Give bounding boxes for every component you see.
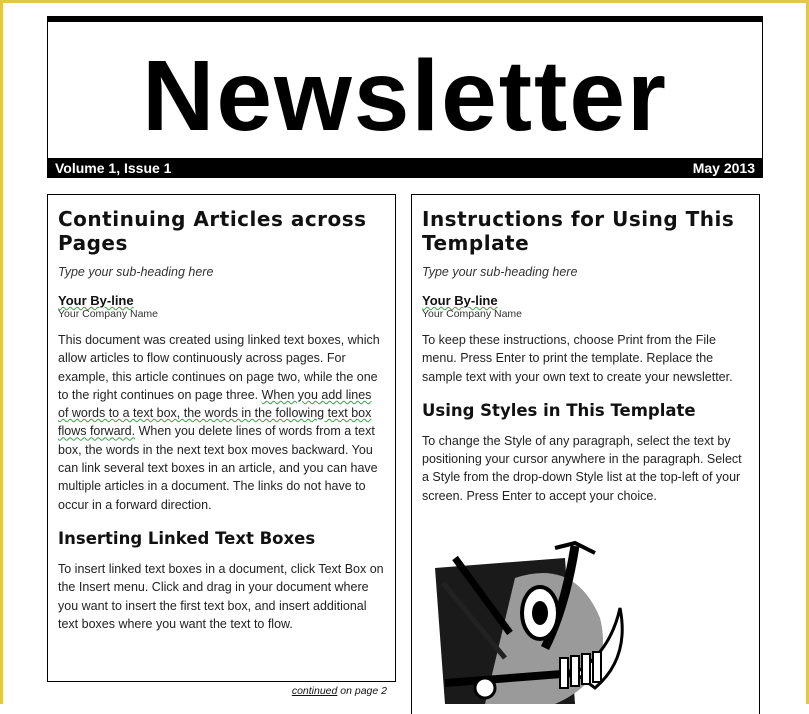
left-byline-text: Your By-line: [58, 293, 134, 308]
issue-date: May 2013: [692, 160, 755, 176]
masthead: [47, 16, 763, 176]
right-byline-text: Your By-line: [422, 293, 498, 308]
continued-word: continued: [291, 685, 338, 697]
newsletter-title: Newsletter: [142, 40, 668, 152]
left-article-title: Continuing Articles across Pages: [58, 207, 367, 255]
left-subheading: Type your sub-heading here: [58, 265, 214, 279]
right-section-title: Using Styles in This Template: [422, 400, 696, 420]
right-subheading: Type your sub-heading here: [422, 265, 578, 279]
continued-rest: on page 2: [337, 685, 387, 697]
left-body-text: This document was created using linked text boxes, which allow articles to flow continuously across pages. For example, this article continues on page two, while the one to the right continues on page three.: [58, 333, 380, 402]
left-article[interactable]: [47, 194, 396, 682]
issue-label: Volume 1, Issue 1: [55, 160, 172, 176]
right-company-name: Your Company Name: [422, 308, 522, 320]
left-body-underlined: When you add lines of words to a text box, the words in the following text box flows forward.: [58, 387, 372, 439]
left-body: [58, 331, 385, 514]
left-company-name: Your Company Name: [58, 308, 158, 320]
left-section-body: To insert linked text boxes in a document, click Text Box on the Insert menu. Click and drag in your document where you want to insert the first text box, and insert additional text boxes where you want the text to flow.: [58, 561, 384, 631]
left-body-after: When you delete lines of words from a text box, the words in the next text box moves backward. You can link several text boxes in an article, and you can have multiple articles in a document. The links do not have to occur in a forward direction.: [58, 424, 378, 512]
left-byline: [58, 293, 385, 308]
right-article-title: Instructions for Using This Template: [422, 207, 735, 255]
right-byline: [422, 293, 749, 308]
left-section-title: Inserting Linked Text Boxes: [58, 528, 316, 548]
right-section-body: To change the Style of any paragraph, select the text by positioning your cursor anywhere in the paragraph. Select a Style from the drop-down Style list at the top-left of your screen. Press Enter to accept your choice.: [422, 433, 742, 503]
continued-note: [292, 685, 387, 697]
issue-bar: [47, 158, 763, 178]
music-instruments-clipart-icon: [425, 538, 655, 704]
right-body: To keep these instructions, choose Print from the File menu. Press Enter to print the template. Replace the sample text with your own text to create your newsletter.: [422, 333, 733, 384]
